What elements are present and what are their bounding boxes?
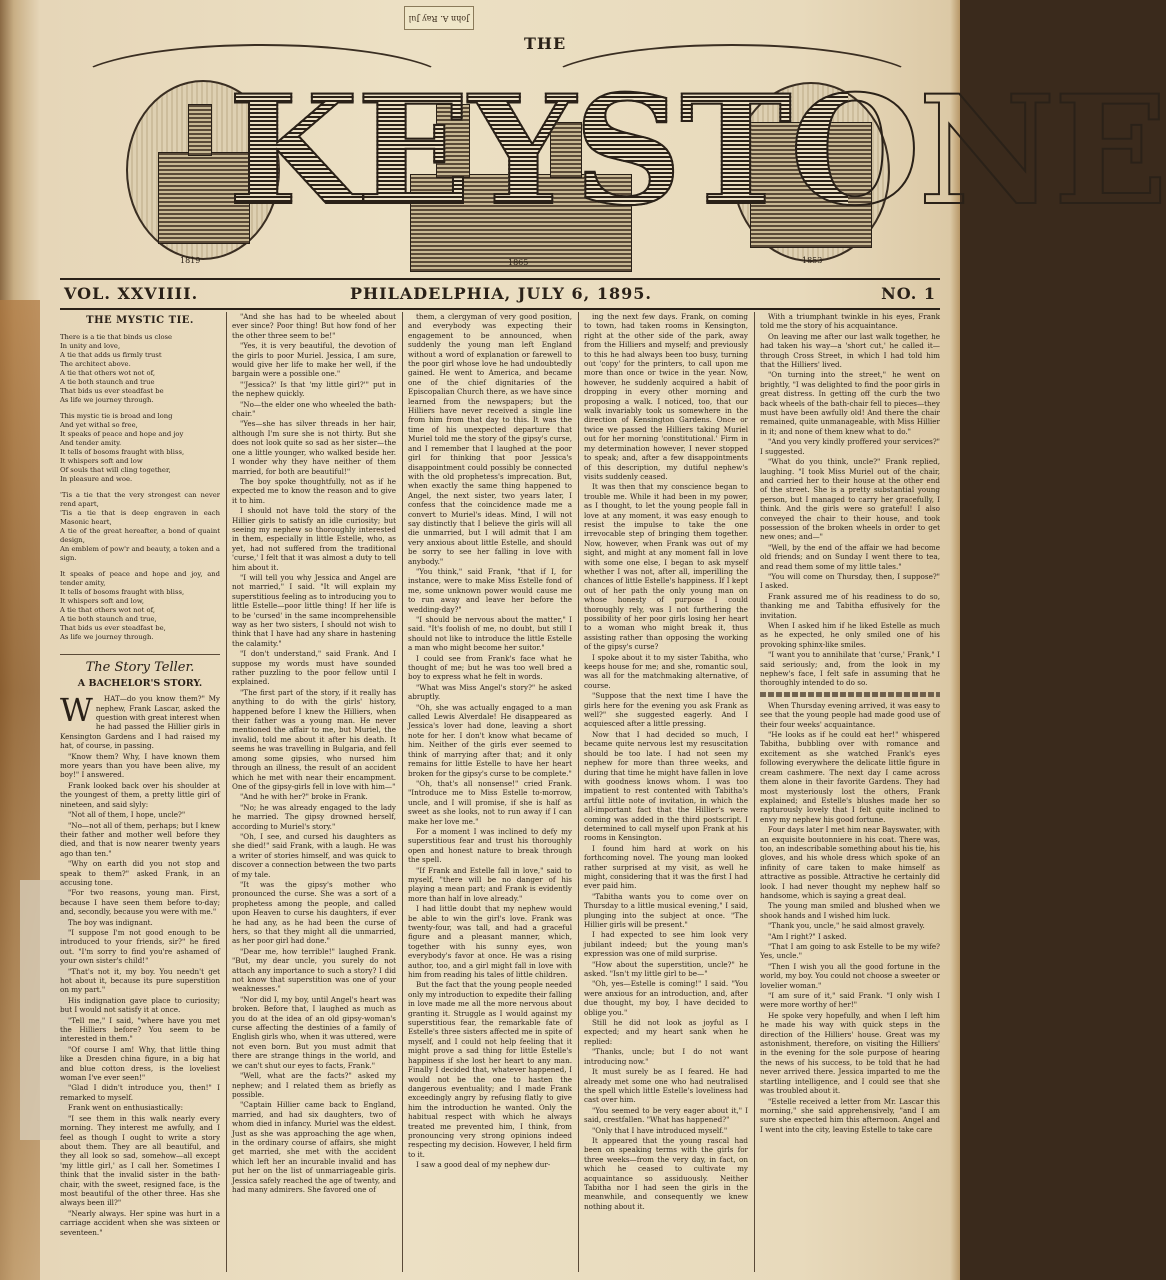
column-1 — [60, 312, 220, 1272]
poem-stanza-2: This mystic tie is broad and long And yet withal so free, It speaks of peace and hope and joy And tender amity. It tells of bosoms fraught with bliss, It whispers soft and low Of souls that will cling together, In pleasure and woe. — [60, 412, 185, 484]
story-col1: W HAT—do you know them?" My nephew, Frank Lascar, asked the question with great interest when he had passed the Hillier girls in Kensington Gardens and I had raised my hat, of course, in passing. "Know them? Why, I have known them more years than you have been alive, my boy!" I answered. Frank looked back over his shoulder at the youngest of them, a pretty little girl of nineteen, and said slyly: "Not all of them, I hope, uncle?" "No—not all of them, perhaps; but I knew their father and mother well before they died, and that is now nearer twenty years ago than ten." "Why on earth did you not stop and speak to them?" asked Frank, in an accusing tone. "For two reasons, young man. First, because I have seen them before to-day; and, secondly, because you were with me." The boy was indignant. "I suppose I'm not good enough to be introduced to your friends, sir?" he fired out. "I'm sorry to find you're ashamed of your own sister's child!" "That's not it, my boy. You needn't get hot about it, because its pure superstition on my part." His indignation gave place to curiosity; but I would not satisfy it at once. "Tell me," I said, "where have you met the Hilliers before? You seem to be interested in them." "Of course I am! Why, that little thing like a Dresden china figure, in a big hat and blue cotton dress, is the loveliest woman I've ever seen!" "Glad I didn't introduce you, then!" I remarked to myself. Frank went on enthusiastically: "I see them in this walk nearly every morning. They interest me awfully, and I feel as though I ought to write a story about them. They are all beautiful, and they all look so sad, somehow—all except 'my little girl,' as I call her. Sometimes I think that the invalid sister in the bath-chair, with the sweet, resigned face, is the most beautiful of the other three. Has she always been ill?" "Nearly always. Her spine was hurt in a carriage accident when she was sixteen or seventeen." — [60, 691, 220, 1237]
column-4: ing the next few days. Frank, on coming to town, had taken rooms in Kensington, right at the other side of the park, away from the Hilliers and myself; and previously to this he had always been too busy, turning out 'copy' for the printers, to call upon me more than once or twice in the year. Now, however, he suddenly acquired a habit of dropping in every other morning and proposing a walk. I noticed, too, that our walk invariably took us somewhere in the direction of Kensington Gardens. Once or twice we passed the Hilliers taking Muriel out for her morning 'constitutional.' Firm in my determination however, I never stopped to speak; and, after a few disappointments of this description, my dutiful nephew's visits suddenly ceased. It was then that my conscience began to trouble me. While it had been in my power, as I thought, to let the young people fall in love at any moment, it was easy enough to resist the impulse to take the one irrevocable step of bringing them together. Now, however, when Frank was out of my sight, and might at any moment fall in love with some one else, I began to ask myself whether I was not, after all, imperilling the chances of little Estelle's happiness. If I kept out of her path the only young man on whose honesty of purpose I could thoroughly rely, was I not furthering the possibility of her poor girls losing her heart to a woman who might break it, thus assisting rather than opposing the working of the gipsy's curse? I spoke about it to my sister Tabitha, who keeps house for me; and she, romantic soul, was all for the matchmaking alternative, of course. "Suppose that the next time I have the girls here for the evening you ask Frank as well?" she suggested eagerly. And I acquiesced after a little pressing. Now that I had decided so much, I became quite nervous lest my resuscitation should be too late. I had not seen my nephew for more than three weeks, and during that time he might have fallen in love with goodness knows whom. I was too impatient to rest contented with Tabitha's artful little note of invitation, in which the all-important fact that the Hillier's were coming was added in the third postscript. I determined to call myself upon Frank at his rooms in Kensington. I found him hard at work on his forthcoming novel. The young man looked rather surprised at my visit, as well he might, considering that it was the first I had ever paid him. "Tabitha wants you to come over on Thursday to a little musical evening," I said, plunging into the subject at once. "The Hillier girls will be present." I had expected to see him look very jubilant indeed; but the young man's expression was one of mild surprise. "How about the superstition, uncle?" he asked. "Isn't my little girl to be—" "Oh, yes—Estelle is coming!" I said. "You were anxious for an introduction, and, after due thought, my boy, I have decided to oblige you." Still he did not look as joyful as I expected; and my heart sank when he replied: "Thanks, uncle; but I do not want introducing now." It must surely be as I feared. He had already met some one who had neutralised the spell which little Estelle's loveliness had cast over him. "You seemed to be very eager about it," I said, crestfallen. "What has happened?" "Only that I have introduced myself." It appeared that the young rascal had been on speaking terms with the girls for three weeks—from the very day, in fact, on which he ceased to cultivate my acquaintance so assiduously. Neither Tabitha nor I had seen the girls in the meanwhile, and consequently we knew nothing about it. — [584, 312, 748, 1211]
dateline-bar — [60, 278, 940, 310]
volume-number: VOL. XXVIIII. — [64, 284, 199, 303]
column-rule — [402, 312, 403, 1272]
poem-title: THE MYSTIC TIE. — [86, 315, 194, 326]
column-5: With a triumphant twinkle in his eyes, Frank told me the story of his acquaintance. On leaving me after our last walk together, he had taken his way—a 'short cut,' he called it—through Cross Street, in which I had told him that the Hilliers' lived. "On turning into the street," he went on brightly, "I was delighted to find the poor girls in great distress. In getting off the curb the two back wheels of the bath-chair fell to pieces—they must have been awfully old! And there the chair remained, quite unmanageable, with Miss Hillier in it; and none of them knew what to do." "And you very kindly proffered your services?" I suggested. "What do you think, uncle?" Frank replied, laughing. "I took Miss Muriel out of the chair, and carried her to their house at the other end of the street. She is a pretty substantial young person, but I managed to carry her gracefully, I think. And the girls were so grateful! I also conveyed the chair to their house, and took possession of the broken wheels in order to get new ones; and—" "Well, by the end of the affair we had become old friends; and on Sunday I went there to tea, and read them some of my little tales." "You will come on Thursday, then, I suppose?" I asked. Frank assured me of his readiness to do so, thanking me and Tabitha effusively for the invitation. When I asked him if he liked Estelle as much as he expected, he only smiled one of his provoking sphinx-like smiles. "I want you to annihilate that 'curse,' Frank," I said seriously; and, from the look in my nephew's face, I felt safe in assuming that he thoroughly intended to do so. When Thursday evening arrived, it was easy to see that the young people had made good use of their four weeks' acquaintance. "He looks as if he could eat her!" whispered Tabitha, bubbling over with romance and excitement as she watched Frank's eyes following everywhere the delicate little figure in cream cashmere. The next day I came across them alone in their favorite Gardens. They had most mysteriously lost the others, Frank explained; and Estelle's blushes made her so rapturously lovely that I felt quite inclined to envy my nephew his good fortune. Four days later I met him near Bayswater, with an exquisite boutonniere in his coat. There was, too, an indescribable something about his tie, his gloves, and his whole dress which spoke of an infinity of care taken to make himself as attractive as possible. Attractive he certainly did look. I had never thought my nephew half so handsome, which is saying a great deal. The young man smiled and blushed when we shook hands and I wished him luck. "Thank you, uncle," he said almost gravely. "Am I right?" I asked. "That I am going to ask Estelle to be my wife? Yes, uncle." "Then I wish you all the good fortune in the world, my boy. You could not choose a sweeter or lovelier woman." "I am sure of it," said Frank. "I only wish I were more worthy of her!" He spoke very hopefully, and when I left him he made his way with quick steps in the direction of the Hilliers' house. Great was my astonishment, therefore, on visiting the Hilliers' in the evening for the sole purpose of hearing the news of his success, to be told that he had never arrived there. Jessica imparted to me the startling intelligence, and I could see that she was troubled about it. "Estelle received a letter from Mr. Lascar this morning," she said apprehensively, "and I am sure she expected him this afternoon. Angel and I went into the city, leaving Estelle to take care — [760, 312, 940, 1134]
section-heading-story-teller: The Story Teller. — [60, 654, 220, 672]
owner-stamp: John A. Ray Jul — [404, 6, 474, 30]
column-rule — [578, 312, 579, 1272]
place-date: PHILADELPHIA, JULY 6, 1895. — [350, 284, 652, 303]
column-rule — [226, 312, 227, 1272]
poem-stanza-4: It speaks of peace and hope and joy, and tender amity, It tells of bosoms fraught with bliss, It whispers soft and low, A tie that others wot not of, A tie both staunch and true, That bids us ever steadfast be, As life we journey through. — [60, 570, 220, 642]
year-left: 1819 — [180, 256, 201, 265]
story-title: A BACHELOR'S STORY. — [77, 677, 203, 689]
poem-stanza-3: 'Tis a tie that the very strongest can never rend apart, 'Tis a tie that is deep engraven in each Masonic heart, A tie of the great hereafter, a bond of quaint design, An emblem of pow'r and beauty, a token and a sign. — [60, 491, 220, 563]
column-rule — [754, 312, 755, 1272]
masthead-title: KEYSTONE — [228, 63, 1166, 239]
issue-number: NO. 1 — [881, 284, 936, 303]
column-2: "And she has had to be wheeled about ever since? Poor thing! But how fond of her the other three seem to be!" "Yes, it is very beautiful, the devotion of the girls to poor Muriel. Jessica, I am sure, would give her life to make her well, if the bargain were a possible one." "'Jessica?' Is that 'my little girl?'" put in the nephew quickly. "No—the elder one who wheeled the bath-chair." "Yes—she has silver threads in her hair, although I'm sure she is not thirty. But she does not look quite so sad as her sister—the one a little younger, who walked beside her. I wonder why they have neither of them married, for both are beautiful!" The boy spoke thoughtfully, not as if he expected me to know the reason and to give it to him. I should not have told the story of the Hillier girls to satisfy an idle curiosity; but seeing my nephew so thoroughly interested in them, especially in little Estelle, who, as yet, had not suffered from the traditional 'curse,' I felt that it was almost a duty to tell him about it. "I will tell you why Jessica and Angel are not married," I said. "It will explain my superstitious feeling as to introducing you to little Estelle—poor little thing! If her life is to be 'cursed' in the same incomprehensible way as her two sisters, I should not wish to think that I have had any share in hastening the calamity." "I don't understand," said Frank. And I suppose my words must have sounded rather puzzling to the poor fellow until I explained. "The first part of the story, if it really has anything to do with the girls' history, happened before I knew the Hilliers, when their father was a young man. He never mentioned the affair to me, but Muriel, the invalid, told me about it after his death. It seems he was travelling in Bulgaria, and fell among some gipsies, who nursed him through an illness, the result of an accident which he met with near their encampment. One of the gipsy-girls fell in love with him—" "And he with her?" broke in Frank. "No; he was already engaged to the lady he married. The gipsy drowned herself, according to Muriel's story." "Oh, I see, and cursed his daughters as she died!" said Frank, with a laugh. He was a writer of stories himself, and was quick to discover a connection between the two parts of my tale. "It was the gipsy's mother who pronounced the curse. She was a sort of a prophetess among the people, and called upon Heaven to curse his daughters, if ever he had any, as he had been the curse of hers, so that they might all die unmarried, as her poor girl had done." "Dear me, how terrible!" laughed Frank. "But, my dear uncle, you surely do not attach any importance to such a story? I did not know that superstition was one of your weaknesses." "Nor did I, my boy, until Angel's heart was broken. Before that, I laughed as much as you do at the idea of an old gipsy-woman's curse affecting the destinies of a family of English girls who, when it was uttered, were not even born. But you must admit that there are strange things in the world, and we can't shut our eyes to facts, Frank." "Well, what are the facts?" asked my nephew; and I related them as briefly as possible. "Captain Hillier came back to England, married, and had six daughters, two of whom died in infancy. Muriel was the eldest. Just as she was approaching the age when, in the ordinary course of affairs, she might get married, she met with the accident which left her an incurable invalid and has put her on the list of unmarriageable girls. Jessica safely reached the age of twenty, and had many admirers. She favored one of — [232, 312, 396, 1194]
year-right: 1853 — [802, 256, 823, 265]
masthead-the: THE — [524, 34, 567, 53]
masthead — [60, 14, 1166, 272]
poem-stanza-1: There is a tie that binds us close In unity and love, A tie that adds us firmly trust The architect above. A tie that others wot not of, A tie both staunch and true That bids us ever steadfast be As life we journey through. — [60, 333, 173, 405]
section-break-asterisks — [760, 692, 940, 697]
year-center: 1865 — [508, 258, 529, 267]
drop-cap: W — [60, 691, 93, 730]
column-3: them, a clergyman of very good position, and everybody was expecting their engagement to be announced, when suddenly the young man left England without a word of explanation or farewell to the poor girl whose love he had undoubtedly gained. He went to America, and became one of the chief dignitaries of the Episcopalian Church there, as we have since learned from the newspapers; but the Hilliers have never received a single line from him from that day to this. It was the time of his unexpected departure that Muriel told me the story of the gipsy's curse, and I remember that I laughed at the poor girl for thinking that poor Jessica's disappointment could possibly be connected with the old prophetess's imprecation. But, when exactly the same thing happened to Angel, the next sister, two years later, I confess that the coincidence made me a convert to Muriel's ideas. Mind, I will not say distinctly that I believe the girls will all die unmarried, but I will admit that I am very anxious about little Estelle, and should be sorry to see her falling in love with anybody." "You think," said Frank, "that if I, for instance, were to make Miss Estelle fond of me, some unknown power would cause me to run away and leave her before the wedding-day?" "I should be nervous about the matter," I said. "It's foolish of me, no doubt, but still I should not like to introduce the little Estelle a man who might become her suitor." I could see from Frank's face what he thought of me; but he was too well bred a boy to express what he felt in words. "What was Miss Angel's story?" he asked abruptly. "Oh, she was actually engaged to a man called Lewis Alverdale! He disappeared as Jessica's lover had done, leaving a short note for her. I don't know what became of him. Neither of the girls ever seemed to think of marrying after that; and it only remains for little Estelle to have her heart broken for the gipsy's curse to be complete." "Oh, that's all nonsense!" cried Frank. "Introduce me to Miss Estelle to-morrow, uncle, and I will promise, if she is half as sweet as she looks, not to run away if I can make her love me." For a moment I was inclined to defy my superstitious fear and trust his thoroughly open and honest nature to break through the spell. "If Frank and Estelle fall in love," said to myself, "there will be no danger of his playing a mean part; and Frank is evidently more than half in love already." I had little doubt that my nephew would be able to win the girl's love. Frank was twenty-four, was tall, and had a graceful figure and a pleasant manner, which, together with his sunny eyes, won everybody's favor at once. He was a rising author, too, and a girl might fall in love with him from reading his tales of little children. But the fact that the young people needed only my introduction to expedite their falling in love made me all the more nervous about granting it. Struggle as I would against my superstitious fear, the remarkable fate of Estelle's three sisters affected me in spite of myself, and I could not help feeling that it might prove a sad thing for little Estelle's happiness if she lost her heart to any man. Finally I decided that, whatever happened, I would not be the one to hasten the dangerous eventuality; and I made Frank exceedingly angry by refusing flatly to give him the introduction he wanted. Only the habitual respect with which he always treated me prevented him, I think, from pronouncing very strong opinions indeed respecting my decision. However, I held firm to it. I saw a good deal of my nephew dur- — [408, 312, 572, 1170]
